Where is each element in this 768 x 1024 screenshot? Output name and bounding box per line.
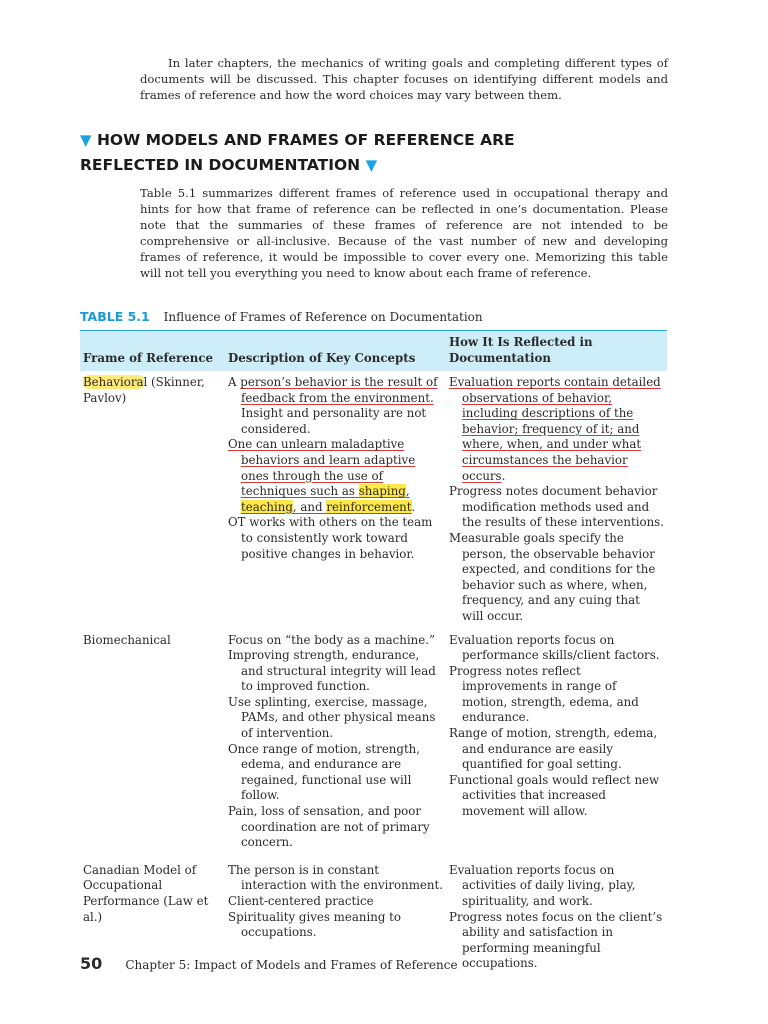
underlined-text: person’s behavior is the result of feedback from the environment. xyxy=(240,375,438,405)
triangle-down-icon: ▼ xyxy=(80,131,92,149)
frame-cell: Canadian Model of Occupational Performance (Law et al.) xyxy=(83,862,209,924)
body-paragraph: Table 5.1 summarizes different frames of reference used in occupational therapy and hints for how that frame of reference can be reflected in one’s documentation. Please note that the summaries of these frames of reference are not intended to be comprehensive or all-inclusive. Because of the vast number of new and developing frames of reference, it would be impossible to cover every one. Memorizing this table will not tell you everything you need to know about each frame of reference. xyxy=(140,186,668,280)
heading-line-1: HOW MODELS AND FRAMES OF REFERENCE ARE xyxy=(96,131,515,149)
reflected-cell xyxy=(446,371,667,625)
concept-entry: Client-centered practice xyxy=(228,894,374,908)
frame-cell: Biomechanical xyxy=(83,632,171,647)
table-caption-text: Influence of Frames of Reference on Documentation xyxy=(163,310,483,324)
concept-entry: Once range of motion, strength, edema, and endurance are regained, functional use will follow. xyxy=(228,741,421,803)
reflected-entry: Progress notes focus on the client’s ability and satisfaction in performing meaningful occupations. xyxy=(449,909,663,971)
underlined-text: Evaluation reports contain detailed observations of behavior, including descriptions of the behavior; frequency of it; and where, when, and under what circumstances the behavior occurs xyxy=(449,375,661,483)
reflected-entry xyxy=(449,375,664,484)
reflected-entry: Functional goals would reflect new activities that increased movement will allow. xyxy=(449,772,660,819)
column-header-frame: Frame of Reference xyxy=(80,331,225,372)
underlined-text: One can unlearn maladaptive behaviors and learn adaptive ones through the use of techniques such as xyxy=(228,437,416,499)
reflected-entry: Evaluation reports focus on activities of daily living, play, spirituality, and work. xyxy=(449,862,636,908)
section-heading xyxy=(80,128,680,178)
page-footer xyxy=(80,954,458,973)
concept-entry: Improving strength, endurance, and structural integrity will lead to improved function. xyxy=(228,648,436,694)
chapter-running-title: Chapter 5: Impact of Models and Frames of Reference xyxy=(125,958,458,972)
concept-entry xyxy=(228,375,443,437)
column-header-concepts: Description of Key Concepts xyxy=(225,331,446,372)
table-caption xyxy=(80,309,483,325)
page-number: 50 xyxy=(80,954,103,973)
frame-cell xyxy=(80,371,225,625)
reflected-entry: Evaluation reports focus on performance skills/client factors. xyxy=(449,632,660,663)
reflected-text: . xyxy=(501,468,506,483)
table-number: TABLE 5.1 xyxy=(80,309,150,324)
reflected-entry: Measurable goals specify the person, the observable behavior expected, and conditions for the behavior such as where, when, frequency, and any cuing that will occur. xyxy=(449,530,656,623)
reflected-entry: Range of motion, strength, edema, and endurance are easily quantified for goal setting. xyxy=(449,726,658,772)
highlighted-text: reinforcement xyxy=(326,499,412,514)
concept-entry: The person is in constant interaction with the environment. xyxy=(228,862,443,893)
concept-entry: OT works with others on the team to consistently work toward positive changes in behavior. xyxy=(228,515,433,561)
heading-line-2: REFLECTED IN DOCUMENTATION xyxy=(80,156,361,174)
table-row xyxy=(80,371,667,625)
column-header-reflected: How It Is Reflected in Documentation xyxy=(446,331,667,372)
concept-entry: Use splinting, exercise, massage, PAMs, and other physical means of intervention. xyxy=(228,694,436,741)
table-row xyxy=(80,625,667,851)
triangle-down-icon: ▼ xyxy=(365,156,378,174)
concepts-cell xyxy=(225,371,446,625)
reflected-cell xyxy=(446,851,667,972)
concept-text: Insight and personality are not considered. xyxy=(241,406,427,436)
reflected-entry: Progress notes document behavior modification methods used and the results of these interventions. xyxy=(449,484,664,530)
reflected-cell xyxy=(446,625,667,851)
underlined-text: , xyxy=(405,484,410,499)
underlined-text: , and xyxy=(292,499,327,514)
concept-entry: Pain, loss of sensation, and poor coordination are not of primary concern. xyxy=(228,804,430,850)
concept-text: A xyxy=(228,375,241,389)
frames-table xyxy=(80,330,667,972)
intro-paragraph: In later chapters, the mechanics of writing goals and completing different types of documents will be discussed. This chapter focuses on identifying different models and frames of reference and how the word choices may vary between them. xyxy=(140,56,668,102)
frame-text: l (Skinner, Pavlov) xyxy=(83,375,205,405)
highlighted-text: teaching xyxy=(241,499,293,514)
concept-entry: Focus on “the body as a machine.” xyxy=(228,632,435,647)
table-header-row xyxy=(80,331,667,372)
concepts-cell xyxy=(225,625,446,851)
reflected-entry: Progress notes reflect improvements in range of motion, strength, edema, and endurance. xyxy=(449,663,639,725)
concept-entry: Spirituality gives meaning to occupations. xyxy=(228,909,401,940)
highlighted-text: Behaviora xyxy=(83,375,144,389)
concept-text: . xyxy=(411,499,416,514)
highlighted-text: shaping xyxy=(358,484,406,499)
concept-entry xyxy=(228,437,443,515)
